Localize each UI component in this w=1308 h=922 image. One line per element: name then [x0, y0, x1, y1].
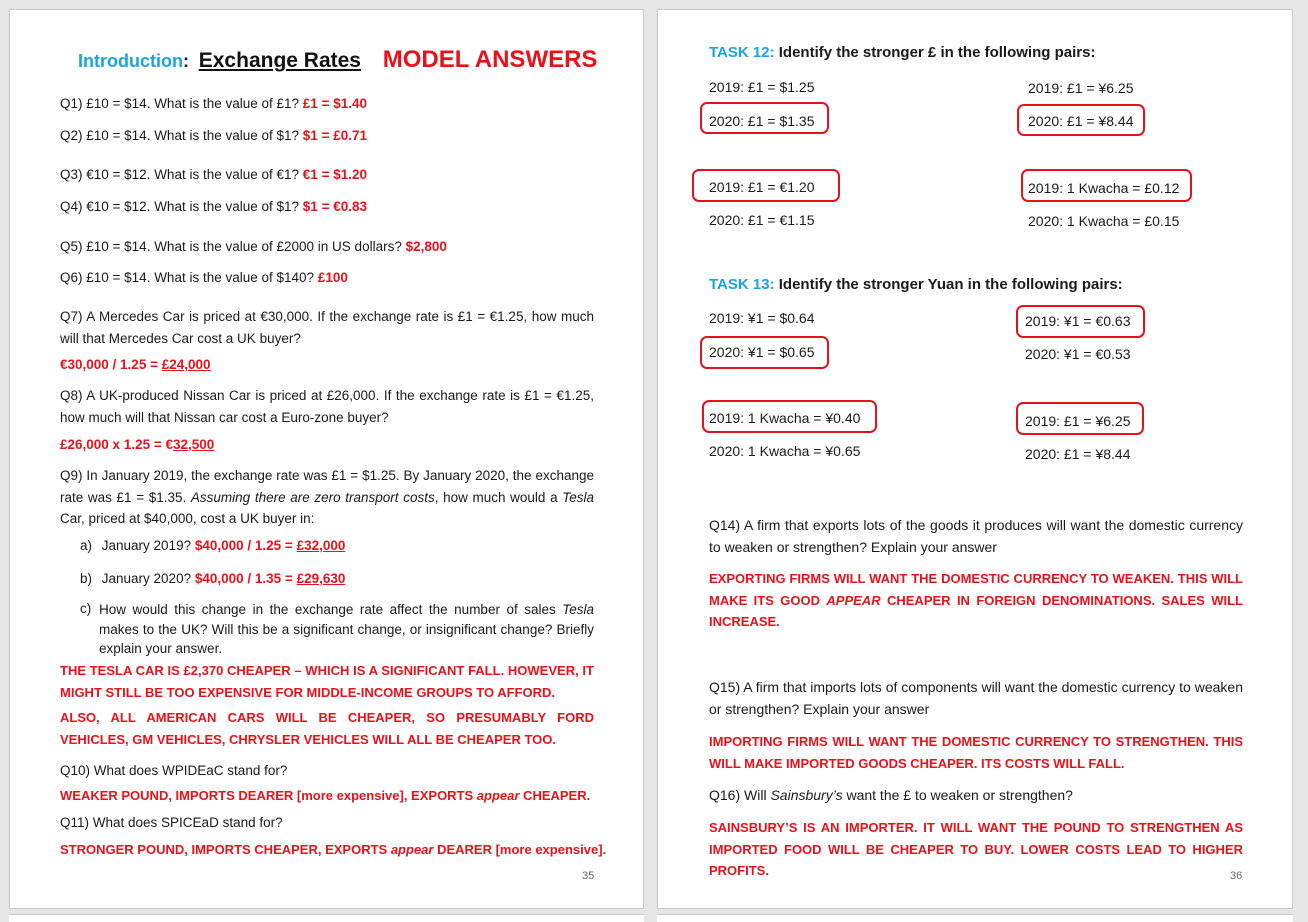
question-3: Q3) €10 = $12. What is the value of €1? €1 = $1.20	[60, 167, 367, 182]
question-11: Q11) What does SPICEaD stand for?	[60, 815, 283, 830]
task12-pair2-top: 2019: £1 = ¥6.25	[1028, 80, 1134, 96]
question-7: Q7) A Mercedes Car is priced at €30,000. If the exchange rate is £1 = €1.25, how much will that Mercedes Car cost a UK buyer?	[60, 309, 594, 346]
answer-14: EXPORTING FIRMS WILL WANT THE DOMESTIC CURRENCY TO WEAKEN. THIS WILL MAKE ITS GOOD APPEAR CHEAPER IN FOREIGN DENOMINATIONS. SALES WILL INCREASE.	[709, 571, 1243, 629]
answer-7: €30,000 / 1.25 = £24,000	[60, 357, 211, 372]
answer-15: IMPORTING FIRMS WILL WANT THE DOMESTIC CURRENCY TO STRENGTHEN. THIS WILL MAKE IMPORTED GOODS CHEAPER. ITS COSTS WILL FALL.	[709, 734, 1243, 771]
page-number: 36	[1230, 870, 1243, 882]
answer-1: £1 = $1.40	[302, 96, 367, 111]
answer-9a: $40,000 / 1.25 = £32,000	[194, 538, 346, 553]
answer-11: STRONGER POUND, IMPORTS CHEAPER, EXPORTS appear DEARER [more expensive].	[60, 842, 607, 857]
question-4: Q4) €10 = $12. What is the value of $1? $1 = €0.83	[60, 199, 367, 214]
page-36	[657, 9, 1293, 909]
answer-9b: $40,000 / 1.35 = £29,630	[194, 571, 346, 586]
answer-3: €1 = $1.20	[302, 167, 367, 182]
answer-2: $1 = £0.71	[302, 128, 367, 143]
question-9b: b) January 2020? $40,000 / 1.35 = £29,630	[80, 571, 346, 586]
task12-pair4-bottom: 2020: 1 Kwacha = £0.15	[1028, 213, 1180, 229]
task13-pair4-bottom: 2020: £1 = ¥8.44	[1025, 446, 1131, 462]
question-14: Q14) A firm that exports lots of the goods it produces will want the domestic currency to weaken or strengthen? Explain your answer	[709, 517, 1243, 555]
title-model-answers: MODEL ANSWERS	[382, 46, 598, 73]
answer-5: $2,800	[405, 239, 447, 254]
answer-9c-part1: THE TESLA CAR IS £2,370 CHEAPER – WHICH IS A SIGNIFICANT FALL. HOWEVER, IT MIGHT STILL BE TOO EXPENSIVE FOR MIDDLE-INCOME GROUPS TO AFFORD.	[60, 663, 594, 700]
question-8: Q8) A UK-produced Nissan Car is priced at £26,000. If the exchange rate is £1 = €1.25, how much will that Nissan car cost a Euro-zone buyer?	[60, 388, 594, 425]
question-9c-label: c)	[80, 601, 92, 616]
task13-pair3-top: 2019: 1 Kwacha = ¥0.40	[709, 410, 861, 426]
task13-pair4-top: 2019: £1 = ¥6.25	[1025, 413, 1131, 429]
question-16: Q16) Will Sainsbury’s want the £ to weaken or strengthen?	[709, 787, 1073, 803]
question-1: Q1) £10 = $14. What is the value of £1? £1 = $1.40	[60, 96, 367, 111]
question-6: Q6) £10 = $14. What is the value of $140? £100	[60, 270, 348, 285]
question-15: Q15) A firm that imports lots of components will want the domestic currency to weaken or strengthen? Explain your answer	[709, 679, 1243, 717]
task13-pair1-top: 2019: ¥1 = $0.64	[709, 310, 815, 326]
page-title	[78, 46, 597, 74]
task12-pair4-top: 2019: 1 Kwacha = £0.12	[1028, 180, 1180, 196]
task-12-title: TASK 12: Identify the stronger £ in the following pairs:	[709, 44, 1096, 61]
task12-pair3-bottom: 2020: £1 = €1.15	[709, 212, 815, 228]
task12-pair1-bottom: 2020: £1 = $1.35	[709, 113, 815, 129]
task-13-title: TASK 13: Identify the stronger Yuan in the following pairs:	[709, 276, 1123, 293]
task12-pair1-top: 2019: £1 = $1.25	[709, 79, 815, 95]
answer-4: $1 = €0.83	[302, 199, 367, 214]
title-colon: :	[182, 51, 189, 71]
task13-pair3-bottom: 2020: 1 Kwacha = ¥0.65	[709, 443, 861, 459]
answer-9c-part2: ALSO, ALL AMERICAN CARS WILL BE CHEAPER, SO PRESUMABLY FORD VEHICLES, GM VEHICLES, CHRYSLER VEHICLES WILL ALL BE CHEAPER TOO.	[60, 710, 594, 747]
task13-pair2-bottom: 2020: ¥1 = €0.53	[1025, 346, 1131, 362]
question-9: Q9) In January 2019, the exchange rate was £1 = $1.25. By January 2020, the exchange rate was £1 = $1.35. Assuming there are zero transport costs, how much would a Tesla Car, priced at $40,000, cost a UK buyer in:	[60, 468, 595, 526]
task12-pair3-top: 2019: £1 = €1.20	[709, 179, 815, 195]
task13-pair2-top: 2019: ¥1 = €0.63	[1025, 313, 1131, 329]
task13-pair1-bottom: 2020: ¥1 = $0.65	[709, 344, 815, 360]
question-10: Q10) What does WPIDEaC stand for?	[60, 763, 288, 778]
question-9c: How would this change in the exchange rate affect the number of sales Tesla makes to the UK? Will this be a significant change, or insignificant change? Briefly explain your answer.	[99, 602, 594, 656]
title-intro: Introduction	[78, 51, 183, 71]
answer-8: £26,000 x 1.25 = €32,500	[60, 437, 215, 452]
page-35	[9, 9, 644, 909]
answer-16: SAINSBURY’S IS AN IMPORTER. IT WILL WANT THE POUND TO STRENGTHEN AS IMPORTED FOOD WILL BE CHEAPER TO BUY. LOWER COSTS LEAD TO HIGHER PROFITS.	[709, 820, 1243, 878]
title-topic: Exchange Rates	[198, 49, 361, 72]
answer-6: £100	[317, 270, 348, 285]
page-number: 35	[582, 870, 595, 882]
task12-pair2-bottom: 2020: £1 = ¥8.44	[1028, 113, 1134, 129]
question-9a: a) January 2019? $40,000 / 1.25 = £32,000	[80, 538, 346, 553]
question-5: Q5) £10 = $14. What is the value of £2000 in US dollars? $2,800	[60, 239, 447, 254]
question-2: Q2) £10 = $14. What is the value of $1? $1 = £0.71	[60, 128, 367, 143]
answer-10: WEAKER POUND, IMPORTS DEARER [more expensive], EXPORTS appear CHEAPER.	[60, 788, 591, 803]
